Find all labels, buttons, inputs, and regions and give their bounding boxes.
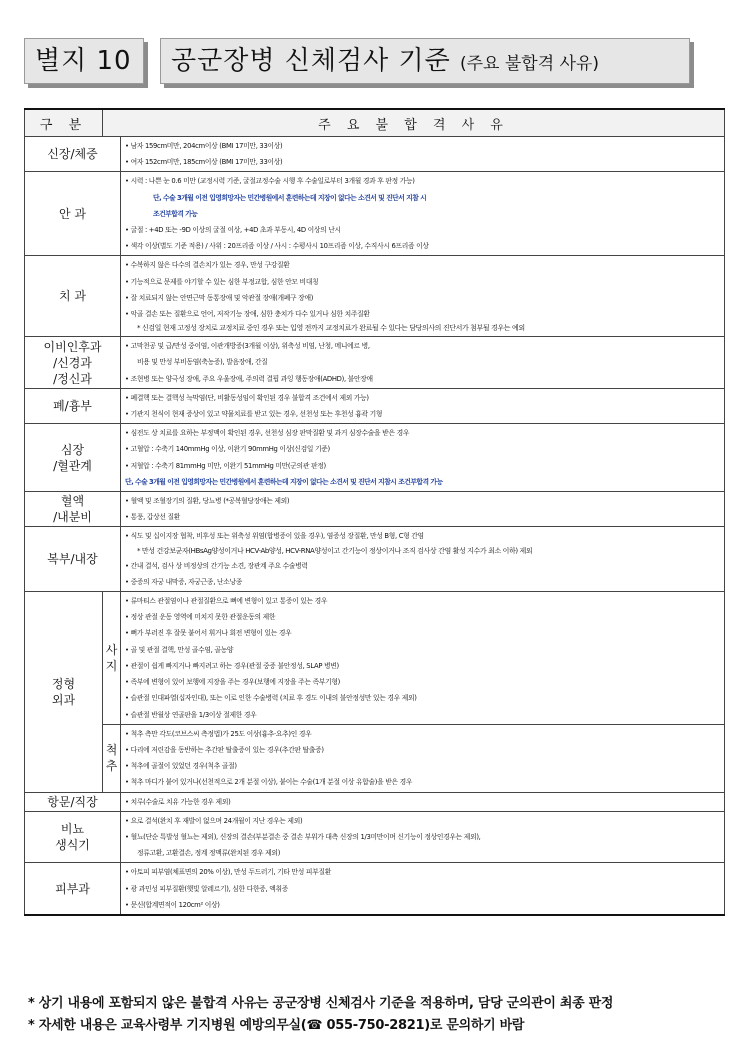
- reasons-cell: [121, 724, 725, 792]
- title-box: [160, 38, 690, 84]
- reason-line: • 심전도 상 치료를 요하는 부정맥이 확인된 경우, 선천성 심장 판막질환 및 과거 심장수술을 받은 경우: [125, 429, 410, 438]
- reason-line: • 뼈가 부러진 후 잘못 붙어서 휘거나 회전 변형이 있는 경우: [125, 629, 292, 638]
- category-label: 신장/체중: [47, 147, 98, 162]
- reasons-cell: [121, 256, 725, 337]
- category-cell: [25, 137, 121, 172]
- reasons-cell: [121, 137, 725, 172]
- category-label: 비뇨 생식기: [55, 822, 90, 853]
- footnote-1: * 상기 내용에 포함되지 않은 불합격 사유는 공군장병 신체검사 기준을 적용하며, 담당 군의관이 최종 판정: [28, 996, 614, 1011]
- reason-line: • 기능적으로 문제를 야기할 수 있는 심한 부정교합, 심한 안모 비대칭: [125, 277, 319, 286]
- reasons-cell: [121, 792, 725, 811]
- reason-line: 비용 및 만성 부비동염(축농증), 발음장애, 간질: [137, 358, 268, 367]
- reasons-cell: [121, 388, 725, 423]
- reason-line: • 요로 결석(완치 후 재발이 없으며 24개월이 지난 경우는 제외): [125, 816, 303, 825]
- category-cell: [25, 592, 103, 792]
- category-label: 혈액 /내분비: [53, 494, 92, 525]
- reason-line: • 문신(합계면적이 120cm² 이상): [125, 900, 220, 909]
- reason-line: • 폐결핵 또는 결핵성 늑막염(단, 비활동성임이 확인된 경우 불합격 조건에서 제외 가능): [125, 393, 369, 402]
- reason-line: • 관절이 쉽게 빠지거나 빠지려고 하는 경우(관절 중증 불안정성, SLAP 병변): [125, 661, 339, 670]
- reason-line: • 중증의 자궁 내막증, 자궁근종, 난소낭종: [125, 577, 242, 586]
- category-label: 심장 /혈관계: [53, 442, 92, 473]
- reason-line: • 수복하지 않은 다수의 결손치가 있는 경우, 만성 구강질환: [125, 261, 290, 270]
- reasons-cell: [121, 527, 725, 592]
- category-label: 폐/흉부: [53, 399, 92, 414]
- reason-line: • 슬관절 반월상 연골판을 1/3이상 절제한 경우: [125, 710, 257, 719]
- reason-line: • 고혈압 : 수축기 140mmHg 이상, 이완기 90mmHg 이상(신검일 기준): [125, 445, 330, 454]
- table-row: [25, 172, 725, 256]
- reason-line: • 통풍, 갑상선 질환: [125, 513, 181, 522]
- table-row: [25, 256, 725, 337]
- table-row: [25, 724, 725, 792]
- table-row: [25, 792, 725, 811]
- category-cell: [25, 388, 121, 423]
- category-cell: [25, 792, 121, 811]
- category-label: 피부과: [55, 881, 90, 896]
- reason-line: • 색각 이상(별도 기준 적용) / 사위 : 20프리즘 이상 / 사시 : 수평사시 10프리즘 이상, 수직사시 6프리즘 이상: [125, 242, 429, 251]
- header-reasons: 주 요 불 합 격 사 유: [103, 109, 725, 137]
- reason-line: • 광 과민성 피부질환(햇빛 알레르기), 심한 다한증, 액취증: [125, 884, 289, 893]
- subcategory-label: 척 추: [105, 743, 118, 774]
- reasons-cell: [121, 811, 725, 863]
- table-row: [25, 337, 725, 389]
- reason-line: • 아토피 피부염(체표면의 20% 이상), 만성 두드러기, 기타 만성 피부질환: [125, 868, 331, 877]
- category-cell: [25, 337, 121, 389]
- reason-line: * 만성 건강보균자(HBsAg양성이거나 HCV-Ab양성, HCV-RNA양성이고 간기능이 정상이거나 조직 검사상 간염 활성 지수가 최소 이하) 제외: [137, 546, 533, 555]
- category-cell: [25, 863, 121, 915]
- table-header-row: [25, 109, 725, 137]
- table-row: [25, 863, 725, 915]
- reason-line: • 다리에 저린감을 동반하는 추간판 탈출증이 있는 경우(추간판 탈출증): [125, 745, 324, 754]
- reason-line: • 간내 결석, 검사 상 비정상의 간기능 소견, 장관계 주요 수술병력: [125, 561, 308, 570]
- reason-line: • 식도 및 십이지장 협착, 비후성 또는 위축성 위염(합병증이 있을 경우), 염증성 장질환, 만성 B형, C형 간염: [125, 532, 424, 541]
- reason-line: • 치루(수술로 치유 가능한 경우 제외): [125, 797, 231, 806]
- reasons-cell: [121, 424, 725, 492]
- reason-line: • 기관지 천식이 현재 증상이 있고 약물치료를 받고 있는 경우, 선천성 또는 후천성 흉곽 기형: [125, 410, 383, 419]
- table-row: [25, 592, 725, 725]
- reasons-cell: [121, 592, 725, 725]
- reasons-cell: [121, 172, 725, 256]
- table-row: [25, 388, 725, 423]
- category-cell: [25, 811, 121, 863]
- reason-line: 단, 수술 3개월 이전 입영희망자는 민간병원에서 훈련하는데 지장이 없다는 소견서 및 진단서 지참시 조건부합격 가능: [125, 477, 443, 486]
- category-cell: [25, 256, 121, 337]
- category-label: 치 과: [59, 289, 86, 304]
- table-row: [25, 811, 725, 863]
- category-label: 안 과: [59, 206, 86, 221]
- reason-line: 단, 수술 3개월 이전 입영희망자는 민간병원에서 훈련하는데 지장이 없다는 소견서 및 진단서 지참 시: [153, 193, 427, 202]
- reason-line: • 고막천공 및 급/만성 중이염, 이관개방증(3개월 이상), 위축성 비염, 난청, 메니에르 병,: [125, 342, 370, 351]
- reason-line: • 남자 159cm미만, 204cm이상 (BMI 17미만, 33이상): [125, 142, 283, 150]
- attachment-label: 별지 10: [35, 46, 132, 76]
- header-category: 구 분: [25, 109, 103, 137]
- category-label: 정형 외과: [51, 676, 76, 707]
- reason-line: • 시력 : 나쁜 눈 0.6 미만 (교정시력 기준, 굴절교정수술 시행 후 수술일로부터 3개월 경과 후 판정 가능): [125, 177, 415, 186]
- reason-line: • 류마티스 관절염이나 관절질환으로 뼈에 변형이 있고 통증이 있는 경우: [125, 597, 328, 606]
- reason-line: • 족부에 변형이 있어 보행에 지장을 주는 경우(보행에 지장을 주는 족부기형): [125, 678, 340, 687]
- reason-line: • 척추 측만 각도(코브스씨 측정법)가 25도 이상(흉추·요추)인 경우: [125, 729, 312, 738]
- reason-line: • 잘 치료되지 않는 안면근막 동통장애 및 악관절 장애(개폐구 장애): [125, 293, 314, 302]
- reasons-cell: [121, 863, 725, 915]
- reason-line: • 조현병 또는 양극성 장애, 주요 우울장애, 주의력 결핍 과잉 행동장애(ADHD), 불안장애: [125, 374, 373, 383]
- reason-line: • 슬관절 인대파열(십자인대), 또는 이로 인한 수술병력 (치료 후 경도 이내의 불안정성만 있는 경우 제외): [125, 694, 417, 703]
- category-cell: [25, 172, 121, 256]
- title-main: 공군장병 신체검사 기준: [171, 46, 451, 76]
- footnote-2: * 자세한 내용은 교육사령부 기지병원 예방의무실(☎ 055-750-2821)로 문의하기 바람: [28, 1018, 525, 1033]
- category-label: 이비인후과 /신경과 /정신과: [43, 339, 102, 386]
- table-row: [25, 137, 725, 172]
- subcategory-cell: [103, 592, 121, 725]
- reason-line: • 악골 결손 또는 질환으로 언어, 저작기능 장애, 심한 충치가 다수 있거나 심한 치주질환: [125, 310, 370, 319]
- disqualification-table: [24, 108, 725, 916]
- reason-line: 정류고환, 고환결손, 정계 정맥류(완치된 경우 제외): [137, 849, 281, 858]
- reason-line: • 굴절 : +4D 또는 -9D 이상의 굴절 이상, +4D 초과 부동시, 4D 이상의 난시: [125, 226, 341, 235]
- reason-line: • 척추에 골절이 있었던 경우(척추 골절): [125, 762, 237, 771]
- category-cell: [25, 492, 121, 527]
- category-cell: [25, 527, 121, 592]
- reason-line: • 저혈압 : 수축기 81mmHg 미만, 이완기 51mmHg 미만(군의관 판정): [125, 461, 326, 470]
- subcategory-label: 사 지: [105, 642, 118, 673]
- table-row: [25, 424, 725, 492]
- reason-line: * 신검일 현재 고정성 장치로 교정치료 중인 경우 또는 입영 전까지 교정치료가 완료될 수 있다는 담당의사의 진단서가 첨부될 경우는 예외: [137, 324, 525, 333]
- reason-line: • 여자 152cm미만, 185cm이상 (BMI 17미만, 33이상): [125, 158, 283, 167]
- reasons-cell: [121, 492, 725, 527]
- reason-line: 조건부합격 가능: [153, 209, 198, 218]
- subcategory-cell: [103, 724, 121, 792]
- table-row: [25, 527, 725, 592]
- reason-line: • 골 및 관절 결핵, 만성 골수염, 골농양: [125, 645, 234, 654]
- category-label: 복부/내장: [47, 552, 98, 567]
- category-cell: [25, 424, 121, 492]
- category-label: 항문/직장: [47, 794, 98, 809]
- page-title: [171, 45, 599, 80]
- reason-line: • 혈액 및 조혈장기의 질환, 당뇨병 (*공복혈당장애는 제외): [125, 497, 290, 506]
- reason-line: • 정상 관절 운동 영역에 미치지 못한 관절운동의 제한: [125, 613, 276, 622]
- reason-line: • 혈뇨(단순 특발성 혈뇨는 제외), 신장의 결손(부분결손 중 결손 부위가 대측 신장의 1/3미만이며 신기능이 정상인경우는 제외),: [125, 832, 481, 841]
- attachment-label-box: [24, 38, 144, 84]
- reasons-cell: [121, 337, 725, 389]
- title-subtitle: (주요 불합격 사유): [459, 54, 599, 74]
- table-row: [25, 492, 725, 527]
- reason-line: • 척추 마디가 붙어 있거나(선천적으로 2개 분절 이상), 붙이는 수술(1개 분절 이상 유합술)을 받은 경우: [125, 778, 413, 787]
